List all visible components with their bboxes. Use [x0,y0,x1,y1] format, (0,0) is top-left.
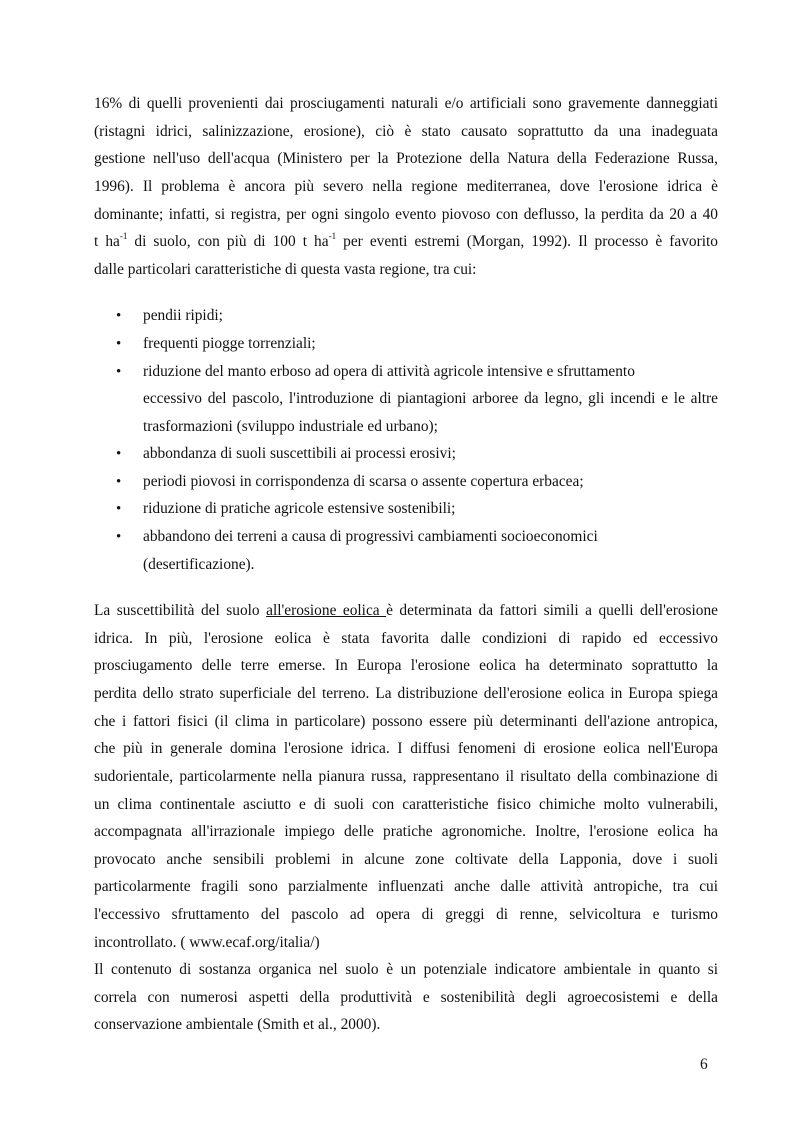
text-line: gestione nell'uso dell'acqua (Ministero per la Protezione della Natura della Federazione Russa, [94,150,718,167]
text-line: sudorientale, particolarmente nella pianura russa, rappresentano il risultato della combinazione di [94,768,718,785]
superscript: -1 [119,231,128,241]
list-item-text: periodi piovosi in corrispondenza di scarsa o assente copertura erbacea; [143,473,584,490]
text-line: che più in generale domina l'erosione idrica. I diffusi fenomeni di erosione eolica nell'Europa [94,740,718,757]
text-line: perdita dello strato superficiale del terreno. La distribuzione dell'erosione eolica in Europa spiega [94,685,718,702]
page-number: 6 [700,1056,708,1073]
bullet-icon: • [116,474,122,490]
bullet-icon: • [116,364,122,380]
list-item-text: trasformazioni (sviluppo industriale ed urbano); [143,418,438,435]
bullet-icon: • [116,336,122,352]
list-item-text: pendii ripidi; [143,307,223,324]
text-fragment: La suscettibilità del suolo [94,602,267,619]
text-line: accompagnata all'irrazionale impiego delle pratiche agronomiche. Inoltre, l'erosione eolica ha [94,823,718,840]
bullet-icon: • [116,529,122,545]
text-line [94,601,718,621]
text-fragment: per eventi estremi (Morgan, 1992). Il processo è favorito [336,233,718,250]
text-line [94,232,718,252]
list-item-text: abbondanza di suoli suscettibili ai processi erosivi; [143,445,456,462]
text-line: Il contenuto di sostanza organica nel suolo è un potenziale indicatore ambientale in quanto si [94,961,718,978]
text-fragment: t ha [94,233,120,250]
text-line: un clima continentale asciutto e di suoli con caratteristiche fisico chimiche molto vulnerabili, [94,796,718,813]
text-line: conservazione ambientale (Smith et al., 2000). [94,1016,381,1033]
text-line: 16% di quelli provenienti dai prosciugamenti naturali e/o artificiali sono gravemente danneggiati [94,95,718,112]
text-line: correla con numerosi aspetti della produttività e sostenibilità degli agroecosistemi e della [94,989,718,1006]
text-line: l'eccessivo sfruttamento del pascolo ad opera di greggi di renne, selvicoltura e turismo [94,906,718,923]
erosione-eolica-link[interactable]: all'erosione eolica [266,602,387,619]
list-item-text: frequenti piogge torrenziali; [143,335,316,352]
text-line: che i fattori fisici (il clima in particolare) possono essere più determinanti dell'azione antropica, [94,713,718,730]
text-fragment: di suolo, con più di 100 t ha [127,233,329,250]
bullet-icon: • [116,501,122,517]
text-line: 1996). Il problema è ancora più severo nella regione mediterranea, dove l'erosione idrica è [94,178,718,195]
text-line: (ristagni idrici, salinizzazione, erosione), ciò è stato causato soprattutto da una inadeguata [94,123,718,140]
text-line: particolarmente fragili sono parzialmente influenzati anche dalle attività antropiche, tra cui [94,878,718,895]
list-item-text: riduzione di pratiche agricole estensive sostenibili; [143,500,456,517]
text-line: provocato anche sensibili problemi in alcune zone coltivate della Lapponia, dove i suoli [94,851,718,868]
text-line: prosciugamento delle terre emerse. In Europa l'erosione eolica ha determinato soprattutto la [94,657,718,674]
text-line: idrica. In più, l'erosione eolica è stata favorita dalle condizioni di rapido ed eccessivo [94,630,718,647]
list-item-text: riduzione del manto erboso ad opera di attività agricole intensive e sfruttamento [143,363,635,380]
bullet-icon: • [116,308,122,324]
text-line: dominante; infatti, si registra, per ogni singolo evento piovoso con deflusso, la perdita da 20 a 40 [94,206,718,223]
superscript: -1 [328,231,337,241]
list-item-text: abbandono dei terreni a causa di progressivi cambiamenti socioeconomici [143,528,598,545]
list-item-text: (desertificazione). [143,556,255,573]
text-fragment: è determinata da fattori simili a quelli dell'erosione [386,602,718,619]
bullet-icon: • [116,446,122,462]
text-line: incontrollato. ( www.ecaf.org/italia/) [94,934,320,951]
list-item-text: eccessivo del pascolo, l'introduzione di piantagioni arboree da legno, gli incendi e le altre [143,390,718,407]
text-line: dalle particolari caratteristiche di questa vasta regione, tra cui: [94,261,477,278]
